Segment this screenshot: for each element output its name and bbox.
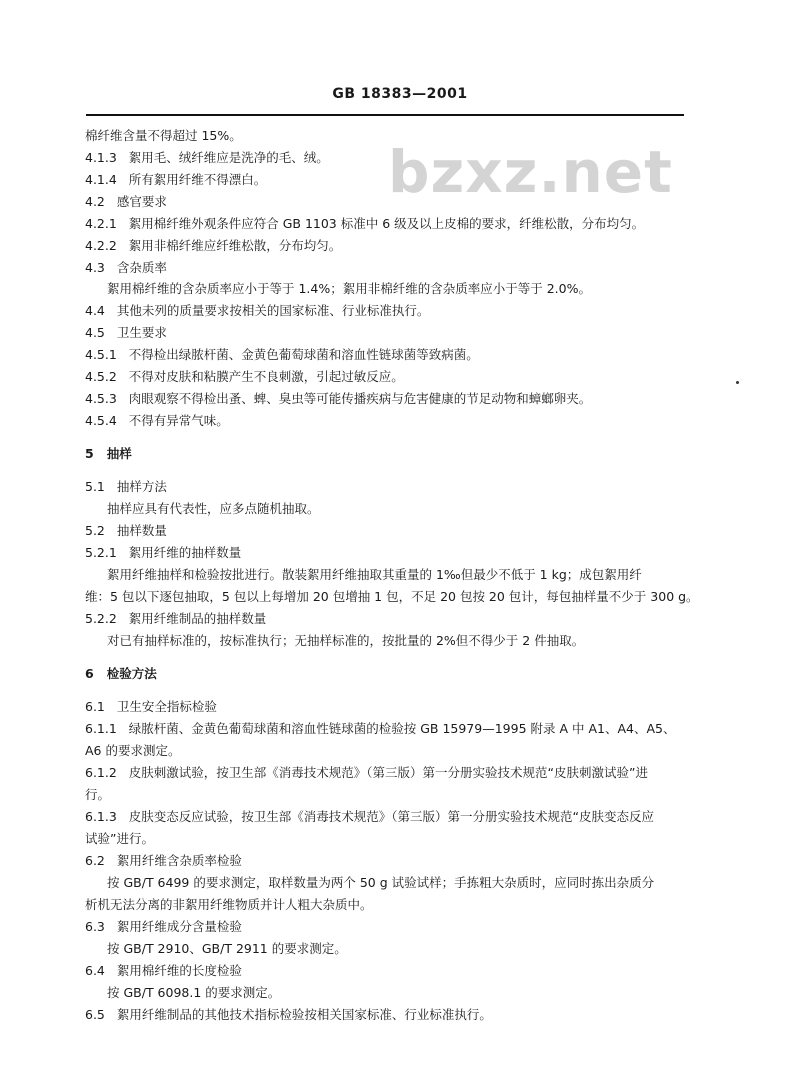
clause-6-2: 6.2 絮用纤维含杂质率检验 <box>85 853 242 868</box>
clause-6-4: 6.4 絮用棉纤维的长度检验 <box>85 963 242 978</box>
clause-4-5-2: 4.5.2 不得对皮肤和粘膜产生不良刺激，引起过敏反应。 <box>85 369 404 384</box>
clause-4-5-1: 4.5.1 不得检出绿脓杆菌、金黄色葡萄球菌和溶血性链球菌等致病菌。 <box>85 347 479 362</box>
scan-speck <box>736 381 739 384</box>
clause-5-2-2: 5.2.2 絮用纤维制品的抽样数量 <box>85 611 267 626</box>
page-header: GB 18383—2001 <box>332 86 468 102</box>
clause-6-1: 6.1 卫生安全指标检验 <box>85 699 217 714</box>
text-line: 行。 <box>85 787 111 802</box>
clause-6-1-1: 6.1.1 绿脓杆菌、金黄色葡萄球菌和溶血性链球菌的检验按 GB 15979—1995 附录 A 中 A1、A4、A5、 <box>85 721 676 736</box>
clause-4-4: 4.4 其他未列的质量要求按相关的国家标准、行业标准执行。 <box>85 303 430 318</box>
clause-6-1-2: 6.1.2 皮肤刺激试验，按卫生部《消毒技术规范》（第三版）第一分册实验技术规范“皮肤刺激试验”进 <box>85 765 648 780</box>
section-5-heading: 5 抽样 <box>85 446 132 461</box>
clause-4-1-3: 4.1.3 絮用毛、绒纤维应是洗净的毛、绒。 <box>85 150 329 165</box>
text-line: 抽样应具有代表性，应多点随机抽取。 <box>107 501 320 516</box>
clause-4-2-1: 4.2.1 絮用棉纤维外观条件应符合 GB 1103 标准中 6 级及以上皮棉的要求，纤维松散，分布均匀。 <box>85 216 645 231</box>
clause-4-2: 4.2 感官要求 <box>85 194 167 209</box>
watermark: bzxz.net <box>388 138 673 206</box>
text-line: 维：5 包以下逐包抽取，5 包以上每增加 20 包增抽 1 包，不足 20 包按 20 包计，每包抽样量不少于 300 g。 <box>85 589 699 604</box>
text-line: 棉纤维含量不得超过 15%。 <box>85 128 242 143</box>
text-line: 对已有抽样标准的，按标准执行；无抽样标准的，按批量的 2%但不得少于 2 件抽取。 <box>107 633 585 648</box>
text-line: A6 的要求测定。 <box>85 743 181 758</box>
clause-6-5: 6.5 絮用纤维制品的其他技术指标检验按相关国家标准、行业标准执行。 <box>85 1007 492 1022</box>
text-line: 按 GB/T 2910、GB/T 2911 的要求测定。 <box>107 941 347 956</box>
section-6-heading: 6 检验方法 <box>85 666 157 681</box>
text-line: 絮用棉纤维的含杂质率应小于等于 1.4%；絮用非棉纤维的含杂质率应小于等于 2.0%。 <box>107 281 591 296</box>
clause-4-5-4: 4.5.4 不得有异常气味。 <box>85 413 229 428</box>
text-line: 絮用纤维抽样和检验按批进行。散装絮用纤维抽取其重量的 1‰但最少不低于 1 kg；成包絮用纤 <box>107 567 642 582</box>
header-rule <box>86 114 684 116</box>
clause-4-5-3: 4.5.3 肉眼观察不得检出蚤、蜱、臭虫等可能传播疾病与危害健康的节足动物和蟑螂卵夹。 <box>85 391 592 406</box>
text-line: 析机无法分离的非絮用纤维物质并计人粗大杂质中。 <box>85 897 373 912</box>
text-line: 按 GB/T 6098.1 的要求测定。 <box>107 985 281 1000</box>
text-line: 按 GB/T 6499 的要求测定，取样数量为两个 50 g 试验试样；手拣粗大杂质时，应同时拣出杂质分 <box>107 875 655 890</box>
clause-4-2-2: 4.2.2 絮用非棉纤维应纤维松散，分布均匀。 <box>85 238 342 253</box>
clause-5-2-1: 5.2.1 絮用纤维的抽样数量 <box>85 545 242 560</box>
clause-5-2: 5.2 抽样数量 <box>85 523 167 538</box>
clause-6-1-3: 6.1.3 皮肤变态反应试验，按卫生部《消毒技术规范》（第三版）第一分册实验技术规范“皮肤变态反应 <box>85 809 654 824</box>
clause-6-3: 6.3 絮用纤维成分含量检验 <box>85 919 242 934</box>
clause-4-1-4: 4.1.4 所有絮用纤维不得漂白。 <box>85 172 267 187</box>
clause-4-3: 4.3 含杂质率 <box>85 260 167 275</box>
text-line: 试验”进行。 <box>85 831 154 846</box>
clause-5-1: 5.1 抽样方法 <box>85 479 167 494</box>
clause-4-5: 4.5 卫生要求 <box>85 325 167 340</box>
